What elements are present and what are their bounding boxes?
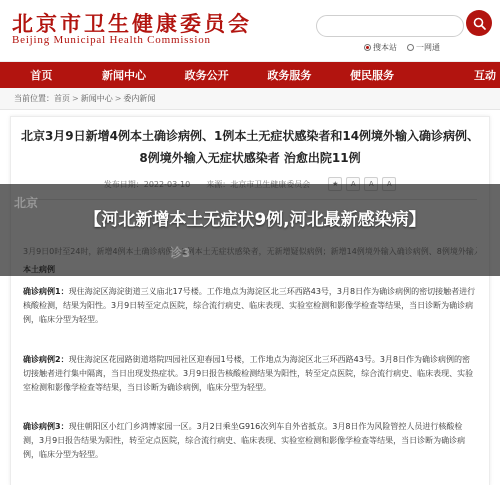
nav-item-interaction[interactable]: 互动 [474,69,497,82]
scope-option-label: 一网通 [416,43,440,52]
breadcrumb-separator: > [72,94,79,103]
site-logo-cn[interactable]: 北京市卫生健康委员会 [12,11,252,36]
case-text: 现住海淀区海淀街道三义庙北17号楼。工作地点为海淀区北三环西路43号，3月8日作为确诊病例的密切接触者进行核酸检测，结果为阳性。3月9日转至定点医院，综合流行病史、临床表现、实验室检测和影像学检查等结果，当日诊断为确诊病例，临床分型为轻型。 [23,287,476,324]
nav-item-news[interactable]: 新闻中心 [102,69,146,82]
article-card [10,116,490,485]
search-input[interactable] [317,19,443,39]
scope-option-all[interactable] [407,42,440,53]
nav-item-gov-service[interactable]: 政务服务 [267,69,312,82]
main-nav [0,62,500,88]
breadcrumb-prefix: 当前位置： [14,94,54,103]
case-label: 确诊病例2： [23,355,69,364]
nav-item-public-service[interactable]: 便民服务 [350,69,395,82]
banner-background-text: 北京 [14,196,39,210]
headline-overlay-banner [0,184,500,276]
breadcrumb-separator: > [114,94,122,103]
search-icon [473,17,486,30]
article-title: 北京3月9日新增4例本土确诊病例、1例本土无症状感染者和14例境外输入确诊病例、8例境外输入无症状感染者 治愈出院11例 [20,129,480,165]
nav-item-gov-info[interactable]: 政务公开 [184,69,229,82]
breadcrumb-home[interactable]: 首页 [54,94,70,103]
banner-background-text: 诊3 [170,246,191,260]
breadcrumb-news[interactable]: 新闻中心 [80,94,113,103]
scope-option-site[interactable] [364,42,397,53]
case-label: 确诊病例3： [23,422,69,431]
case-paragraph-1 [23,285,477,327]
case-text: 现住朝阳区小红门乡鸿博家园一区。3月2日乘坐G916次列车自外省抵京。3月8日作为风险管控人员进行核酸检测，3月9日报告结果为阳性，转至定点医院，综合流行病史、临床表现、实验室检测和影像学检查等结果，当日诊断为确诊病例，临床分型为轻型。 [23,422,466,459]
scope-option-label: 搜本站 [373,43,397,52]
site-header [0,0,500,62]
case-paragraph-3 [23,420,477,462]
breadcrumb [0,88,500,110]
search-scope [364,42,440,53]
breadcrumb-committee-news[interactable]: 委内新闻 [123,94,156,103]
radio-checked-icon [364,44,371,51]
nav-item-home[interactable]: 首页 [30,69,53,82]
search-box [316,15,464,37]
case-text: 现住海淀区花园路街道塔院四园社区迎春园1号楼，工作地点为海淀区北三环西路43号。3月8日作为确诊病例的密切接触者进行集中隔离，当日出现发热症状。3月9日报告核酸检测结果为阳性，转至定点医院，综合流行病史、临床表现、实验室检测和影像学检查等结果，当日诊断为确诊病例，临床分型为轻型。 [23,355,474,392]
site-logo-en: Beijing Municipal Health Commission [12,34,211,46]
case-label: 确诊病例1： [23,287,69,296]
banner-title: 【河北新增本土无症状9例,河北最新感染病】 [84,210,426,230]
search-button[interactable] [466,10,492,36]
radio-unchecked-icon [407,44,414,51]
case-paragraph-2 [23,353,477,395]
